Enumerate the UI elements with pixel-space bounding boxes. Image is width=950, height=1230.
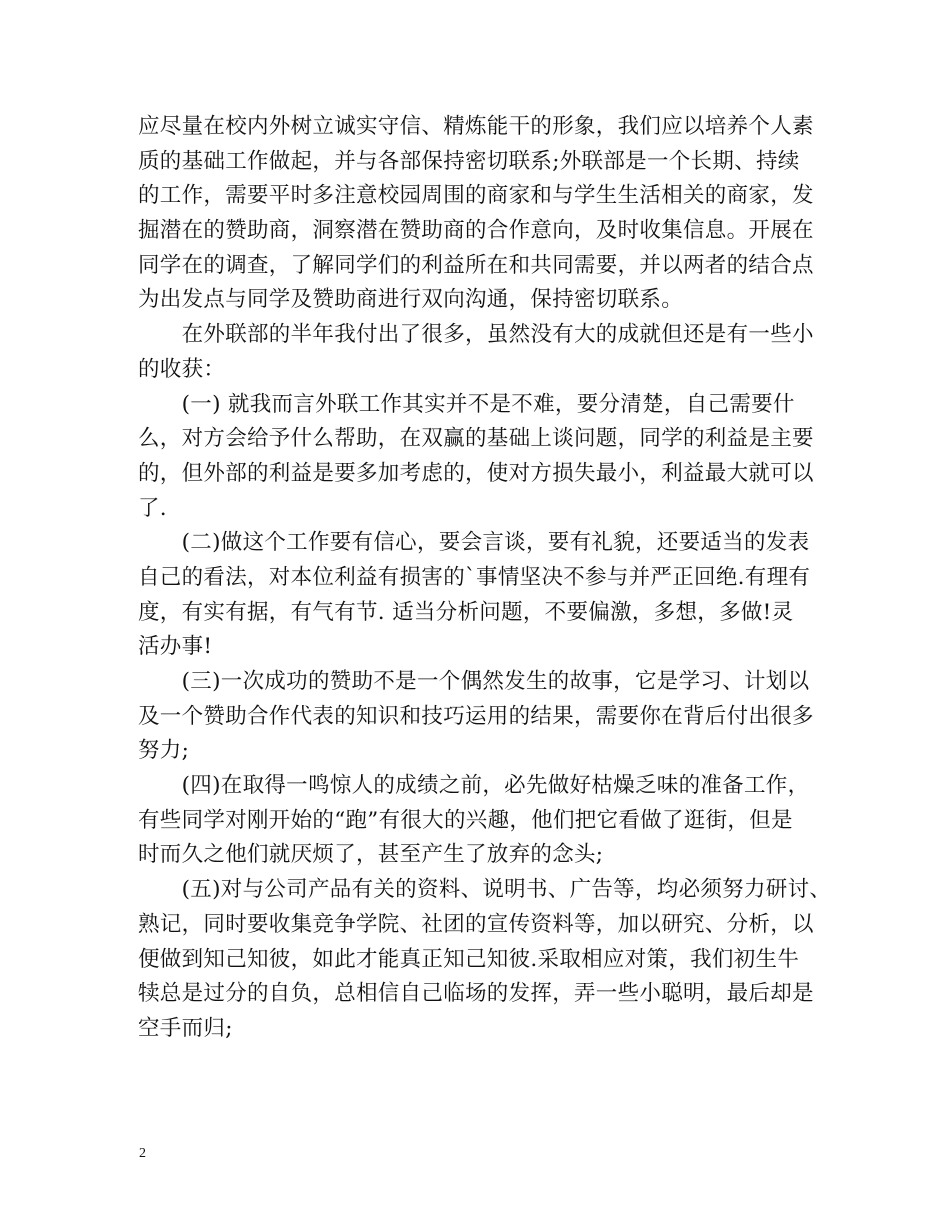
text-line: 掘潜在的赞助商，洞察潜在赞助商的合作意向，及时收集信息。开展在 bbox=[138, 218, 814, 244]
text-line: 空手而归; bbox=[138, 1015, 233, 1041]
text-line: 熟记，同时要收集竞争学院、社团的宣传资料等，加以研究、分析，以 bbox=[138, 911, 814, 937]
text-line: (五)对与公司产品有关的资料、说明书、广告等，均必须努力研讨、 bbox=[138, 877, 832, 903]
text-line: 有些同学对刚开始的“跑”有很大的兴趣，他们把它看做了逛街，但是 bbox=[138, 807, 793, 833]
text-line: 时而久之他们就厌烦了，甚至产生了放弃的念头; bbox=[138, 842, 604, 868]
text-line: 同学在的调查，了解同学们的利益所在和共同需要，并以两者的结合点 bbox=[138, 252, 814, 278]
text-line: (三)一次成功的赞助不是一个偶然发生的故事，它是学习、计划以 bbox=[138, 669, 810, 694]
text-line: 自己的看法，对本位利益有损害的`事情坚决不参与并严正回绝.有理有 bbox=[138, 564, 811, 590]
text-line: 努力; bbox=[138, 738, 190, 764]
text-line: 的收获： bbox=[138, 356, 226, 382]
text-line: 度，有实有据，有气有节. 适当分析问题，不要偏激，多想，多做!灵 bbox=[138, 599, 794, 625]
text-line: 么，对方会给予什么帮助，在双赢的基础上谈问题，同学的利益是主要 bbox=[138, 426, 814, 452]
text-line: 应尽量在校内外树立诚实守信、精炼能干的形象，我们应以培养个人素 bbox=[138, 114, 814, 139]
text-line: 在外联部的半年我付出了很多，虽然没有大的成就但还是有一些小 bbox=[138, 322, 814, 348]
text-line: 了. bbox=[138, 495, 167, 521]
text-line: (一) 就我而言外联工作其实并不是不难，要分清楚，自己需要什 bbox=[138, 391, 795, 417]
text-line: 质的基础工作做起，并与各部保持密切联系;外联部是一个长期、持续 bbox=[138, 148, 800, 174]
text-line: 及一个赞助合作代表的知识和技巧运用的结果，需要你在背后付出很多 bbox=[138, 703, 814, 729]
text-line: (四)在取得一鸣惊人的成绩之前，必先做好枯燥乏味的准备工作， bbox=[138, 773, 810, 799]
document-body bbox=[138, 110, 832, 1047]
text-line: (二)做这个工作要有信心，要会言谈，要有礼貌，还要适当的发表 bbox=[138, 530, 810, 556]
page-number: 2 bbox=[139, 1146, 146, 1161]
text-line: 活办事! bbox=[138, 634, 213, 660]
text-line: 的工作，需要平时多注意校园周围的商家和与学生生活相关的商家，发 bbox=[138, 183, 814, 209]
text-line: 便做到知己知彼，如此才能真正知己知彼.采取相应对策，我们初生牛 bbox=[138, 946, 800, 972]
text-line: 为出发点与同学及赞助商进行双向沟通，保持密切联系。 bbox=[138, 287, 684, 313]
text-line: 犊总是过分的自负，总相信自己临场的发挥，弄一些小聪明，最后却是 bbox=[138, 981, 814, 1007]
text-line: 的，但外部的利益是要多加考虑的，使对方损失最小，利益最大就可以 bbox=[138, 460, 814, 486]
